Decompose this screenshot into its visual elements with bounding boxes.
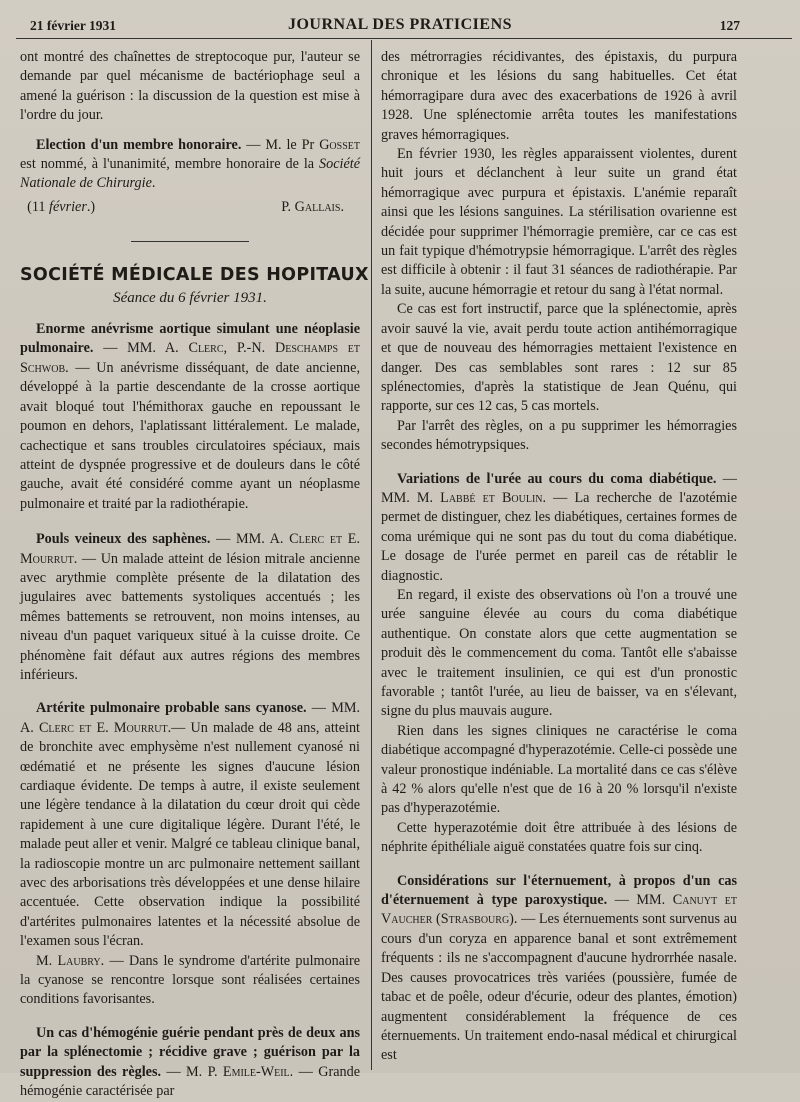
section-divider [131,241,249,242]
paragraph: Rien dans les signes cliniques ne caractérise le coma diabétique accompagné d'hyperazotémie. Celle-ci possède une valeur pronostique indéniable. La mortalité dans ce cas s'élève à 42 % alors qu'elle n'est que de 16 à 20 % lorsqu'il n'existe pas d'hyperazotémie. [381,722,737,817]
paragraph: ont montré des chaînettes de streptocoque pur, l'auteur se demande par quel mécanisme de bactériophage seul a amené la guérison : la discussion de la question est mise à l'ordre du jour. [20,49,360,124]
article-title: Considérations sur l'éternuement, à propos d'un cas d'éternuement à type paroxystique. [381,872,737,909]
paragraph: des métrorragies récidivantes, des épistaxis, du purpura chronique et les lésions du sang habituelles. Cet état hémorragipare dura avec des exacerbations de 1926 à avril 1928. Une splénectomie arrêta toutes les manifestations graves hémorragiques. [381,49,737,143]
election-end: . [151,175,156,192]
seance-date: Séance du 6 février 1931. [113,289,267,306]
article [20,1024,360,1102]
election-society: Société Nationale de Chirurgie [20,156,360,192]
election-body: est nommé, à l'unanimité, membre honoraire de la [20,156,320,173]
article-body: — Grande hémogénie caractérisée par [20,1063,360,1100]
article-title: Variations de l'urée au cours du coma diabétique. [397,470,717,487]
article-authors: — MM. Canuyt et Vaucher (Strasbourg). [381,892,737,928]
article [381,470,737,586]
article-title: Artérite pulmonaire probable sans cyanose. [36,700,307,717]
article-title: Enorme anévrisme aortique simulant une néoplasie pulmonaire. [20,321,360,357]
author: M. Laubry. [36,952,105,969]
article-authors: — M. P. Emile-Weil. [161,1063,294,1080]
article-body: — Les éternuements sont survenus au cours d'un coryza en apparence banal et sont extrêmement fréquents : ils ne s'accompagnent d'aucune hydrorrhée nasale. Des causes provocatrices très variées (poussière, fumée de tabac et de poêle, odeur d'écurie, odeur des plantes, émotion) augmentent considérablement la fréquence de ces éternuements. Un traitement endo-nasal médical et chirurgical est [381,911,738,1064]
article-title: Pouls veineux des saphènes. [36,531,211,548]
election-person: Gosset [319,136,360,153]
paragraph: En regard, il existe des observations où l'on a trouvé une urée sanguine élevée au cours du coma diabétique authentique. On constate alors que cette augmentation se produit dès le commencement du coma. Tantôt elle s'abaisse avec le traitement insulinien, ce qui est d'un pronostic favorable ; tantôt l'urée, au lieu de baisser, va en s'élevant, signe du plus mauvais augure. [381,586,737,720]
page-number: 127 [719,18,740,33]
date-pre: (11 [27,198,50,215]
column-rule [371,40,372,1070]
header-rule [16,38,792,39]
article-body: — Un malade atteint de lésion mitrale ancienne avec arythmie complète présente de la dilatation des jugulaires avec battements systoliques accentués ; les mêmes battements se retrouvent, non moins intenses, au niveau d'un paquet variqueux situé à la cuisse droite. Ce phénomène fait défaut aux autres régions des membres inférieurs. [20,550,360,683]
article [381,872,737,1066]
paragraph [20,952,360,1010]
article-authors: — MM. A. Clerc et E. Mourrut. [20,531,360,567]
journal-title: JOURNAL DES PRATICIENS [287,16,513,33]
right-column [381,48,737,1066]
article-authors: — MM. A. Clerc et E. Mourrut. [20,700,360,736]
article-authors: — MM. A. Clerc, P.-N. Deschamps et Schwob. [20,340,360,376]
article [20,530,360,685]
article [20,699,360,951]
article-title: Un cas d'hémogénie guérie pendant près de deux ans par la splénectomie ; récidive grave ; guérison par la suppression des règles. [20,1024,360,1080]
election-title: Election d'un membre honoraire. [36,136,242,153]
article-body: — Un malade de 48 ans, atteint de bronchite avec emphysème n'est nullement cyanosé ni œdématié et ne présente les signes d'aucune lésion cardiaque évidente. De temps à autre, il existe seulement une légère tendance à la dilatation du cœur droit qui cède rapidement à une cure digitalique légère. Durant l'été, le malade peut aller et venir. Malgré ce tableau clinique banal, la radioscopie montre un arc pulmonaire nettement saillant avec des arborisations très développées et une dense hilaire accentuée. Cette observation indique la possibilité d'artérites pulmonaires latentes et la nécessité absolue de l'examen sous l'écran. [20,719,360,950]
issue-date: 21 février 1931 [30,18,116,33]
signature-line [20,198,360,217]
paragraph: Cette hyperazotémie doit être attribuée à des lésions de néphrite épithéliale aiguë constatées quatre fois sur cinq. [381,819,737,856]
left-column [20,48,369,1102]
article-body: — La recherche de l'azotémie permet de distinguer, chez les diabétiques, certaines formes de coma urémique qui ne sont pas du tout du coma diabétique. Le dosage de l'urée permet en pareil cas de rétablir le diagnostic. [381,489,737,584]
date-month: février [49,198,87,215]
paragraph: En février 1930, les règles apparaissent violentes, durent huit jours et déclanchent à leur suite un grand état hémorragique avec purpura et épistaxis. L'anémie reparaît ainsi que les lésions sanguines. La stérilisation ovarienne est décidée pour supprimer l'hémorragie première, car ce cas est un fait typique d'hémotrypsie hémorragique. L'arrêt des règles est difficile à obtenir : il faut 31 séances de radiothérapie. Par la suite, aucune hémorragie et retour du sang à l'état normal. [381,146,737,298]
article-authors: — MM. M. Labbé et Boulin. [381,470,737,506]
running-header [0,14,800,38]
signature: P. Gallais. [281,198,344,215]
paragraph: Par l'arrêt des règles, on a pu supprimer les hémorragies secondes hémotrypsiques. [381,417,737,454]
article-body: — Un anévrisme disséquant, de date ancienne, développé à la partie descendante de la crosse aortique avait bloqué tout l'hémithorax gauche en repoussant le poumon en dehors, l'aplatissant littéralement. Le malade, cachectique et sans troubles circulatoires spéciaux, mais atteint de dyspnée progressive et de douleurs dans le côté gauche, avait été considéré comme ayant un néoplasme pulmonaire et traité par la radiothérapie. [20,359,360,512]
society-heading: SOCIÉTÉ MÉDICALE DES HOPITAUX [20,265,369,286]
paragraph: Ce cas est fort instructif, parce que la splénectomie, après avoir sauvé la vie, avait perdu toute action antihémorragique et que de nouveau des hémorragies mettaient l'existence en danger. Des cas semblables sont rares : 12 sur 85 splénectomies, d'après la statistique de Jean Quénu, qui rapporte, sur ces 12 cas, 5 cas mortels. [381,301,737,415]
election-date [20,198,95,217]
date-post: .) [86,198,96,215]
election-notice [20,136,360,194]
paragraph-body: — Dans le syndrome d'artérite pulmonaire la cyanose se rencontre lorsque sont réalisées certaines conditions favorisantes. [20,952,361,1008]
election-sep: — M. le Pr [241,136,320,153]
article [20,320,360,514]
